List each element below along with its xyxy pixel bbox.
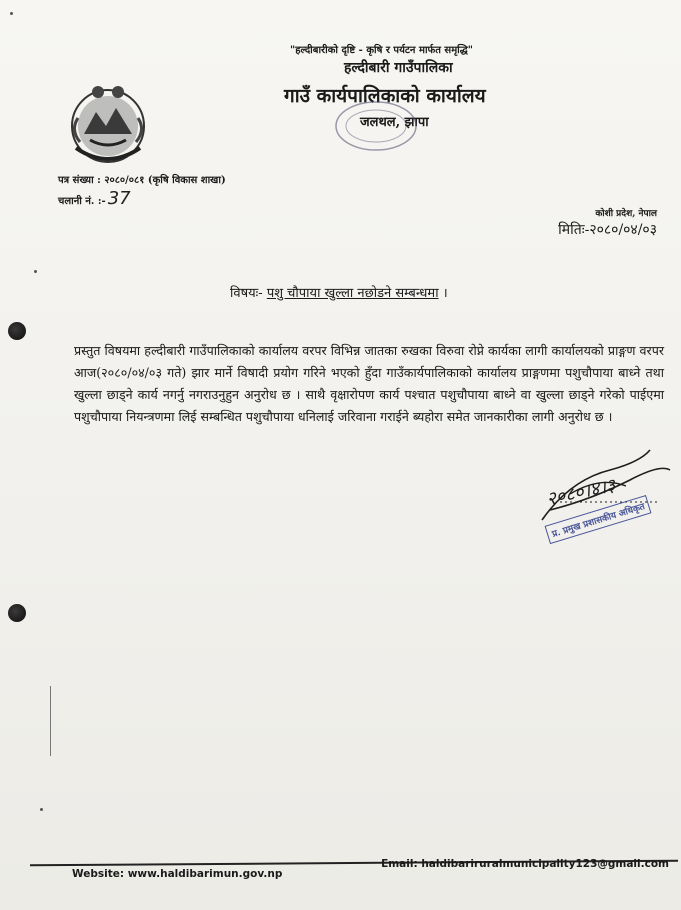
subject-text: पशु चौपाया खुल्ला नछोडने सम्बन्धमा — [266, 286, 439, 301]
reference-block — [58, 172, 226, 211]
speck-mark — [10, 12, 13, 15]
footer-website: Website: www.haldibarimun.gov.np — [72, 868, 283, 880]
dispatch-number-line — [58, 190, 226, 211]
government-emblem-icon — [62, 78, 154, 170]
header-motto: "हल्दीबारीको दृष्टि - कृषि र पर्यटन मार्फत समृद्धि" — [290, 45, 473, 56]
office-seal-stamp-icon — [330, 98, 422, 154]
letter-number: पत्र संख्या : २०८०/०८१ (कृषि विकास शाखा) — [58, 175, 226, 186]
office-location: जलथल, झापा — [360, 115, 429, 130]
letter-body: प्रस्तुत विषयमा हल्दीबारी गाउँपालिकाको कार्यालय वरपर विभिन्न जातका रुखका विरुवा रोप्ने कार्यका लागी कार्यालयको प्राङ्गण वरपर आज(२०८०/०४/०३ गते) झार मार्ने विषादी प्रयोग गरिने भएको हुँदा गाउँकार्यपालिकाको कार्यालय प्राङ्गणमा पशुचौपाया बाध्ने तथा खुल्ला छाड्ने कार्य नगर्नु नगराउनुहुन अनुरोध छ । साथै वृक्षारोपण कार्य पश्चात पशुचौपाया बाध्ने वा खुल्ला छाड्ने गरेको पाईएमा पशुचौपाया नियन्त्रणमा लिई सम्बन्धित पशुचौपाया धनिलाई जरिवाना गराईने ब्यहोरा समेत जानकारीका लागी अनुरोध छ । — [74, 343, 664, 424]
office-name: गाउँ कार्यपालिकाको कार्यालय — [284, 85, 486, 107]
province-name: कोशी प्रदेश, नेपाल — [595, 209, 657, 219]
signature-stamp: प्र. प्रमुख प्रशासकीय अधिकृत — [545, 495, 652, 544]
speck-mark — [34, 270, 37, 273]
dispatch-number: 37 — [107, 188, 131, 209]
letter-date: मितिः-२०८०/०४/०३ — [558, 222, 657, 238]
margin-scratch — [50, 686, 51, 756]
punch-hole-top — [8, 322, 26, 340]
dispatch-label: चलानी नं. :- — [58, 196, 106, 207]
speck-mark — [40, 808, 43, 811]
municipality-name: हल्दीबारी गाउँपालिका — [344, 60, 453, 76]
subject-line — [230, 283, 448, 301]
footer-email: Email: haldibariruralmunicipality123@gmail.com — [381, 858, 669, 870]
subject-end: । — [442, 286, 448, 301]
punch-hole-bottom — [8, 604, 26, 622]
subject-label: विषयः- — [230, 286, 263, 301]
signature-date: २०८०।४।३ — [544, 474, 618, 511]
